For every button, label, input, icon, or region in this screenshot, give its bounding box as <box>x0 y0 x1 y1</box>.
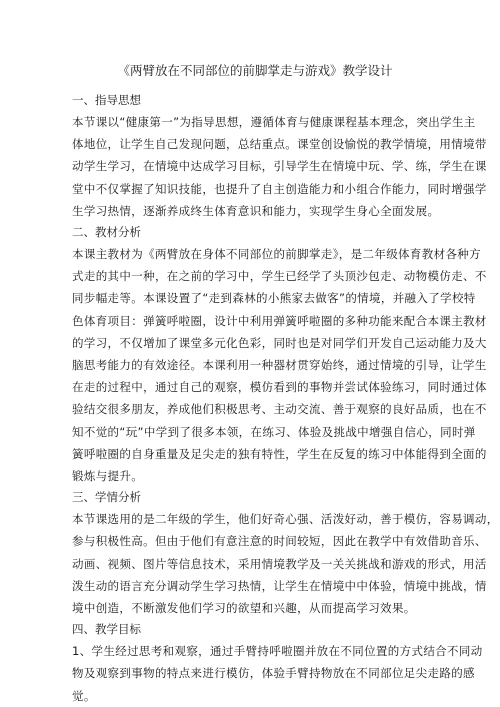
text-line: 式走的其中一种，在之前的学习中，学生已经学了头顶沙包走、动物模仿走、不 <box>72 269 487 284</box>
section-heading: 三、学情分析 <box>72 490 141 505</box>
section-learner-analysis <box>72 487 499 619</box>
section-paragraph <box>72 243 487 487</box>
text-line: 动画、视频、图片等信息技术，采用情境教学及一关关挑战和游戏的形式，用活 <box>72 556 487 571</box>
section-material-analysis <box>72 222 487 487</box>
text-line: 物及观察到事物的特点来进行模仿，体验手臂持物放在不同部位足尖走路的感 <box>72 666 475 681</box>
text-line: 生学习热情，逐渐养成终生体育意识和能力，实现学生身心全面发展。 <box>72 203 440 218</box>
text-line: 在走的过程中，通过自己的观察，模仿看到的事物并尝试体验练习，同时通过体 <box>72 380 487 395</box>
text-line: 本课主教材为《两臂放在身体不同部位的前脚掌走》，是二年级体育教材各种方 <box>72 247 481 262</box>
text-line: 的学习，不仅增加了课堂多元化色彩，同时也是对同学们开发自己运动能力及大 <box>72 335 487 350</box>
text-line: 色体育项目：弹簧呼啦圈，设计中利用弹簧呼啦圈的多种功能来配合本课主教材 <box>72 313 487 328</box>
document-body <box>72 90 499 707</box>
text-line: 动学生学习，在情境中达成学习目标，引导学生在情境中玩、学、练，学生在课 <box>72 159 487 174</box>
text-line: 参与积极性高。但由于他们有意注意的时间较短，因此在教学中有效借助音乐、 <box>72 534 487 549</box>
text-line: 脑思考能力的有效途径。本课利用一种器材贯穿始终，通过情境的引导，让学生 <box>72 358 487 373</box>
section-guiding-ideology <box>72 90 487 222</box>
section-heading: 四、教学目标 <box>72 622 141 637</box>
text-line: 本节课选用的是二年级的学生，他们好奇心强、活泼好动，善于模仿，容易调动， <box>72 512 499 527</box>
text-line: 本节课以“健康第一”为指导思想，遵循体育与健康课程基本理念，突出学生主 <box>72 115 476 129</box>
section-teaching-objectives <box>72 619 483 707</box>
text-line: 堂中不仅掌握了知识技能，也提升了自主创造能力和小组合作能力，同时增强学 <box>72 181 487 196</box>
text-line: 觉。 <box>72 688 96 703</box>
document-title: 《两臂放在不同部位的前脚掌走与游戏》教学设计 <box>117 63 393 78</box>
section-paragraph <box>72 508 499 619</box>
text-line: 簧呼啦圈的自身重量及足尖走的独有特性，学生在反复的练习中体能得到全面的 <box>72 446 487 461</box>
section-paragraph <box>72 640 483 707</box>
section-heading: 二、教材分析 <box>72 225 141 240</box>
text-line: 泼生动的语言充分调动学生学习热情，让学生在情境中中体验，情境中挑战，情 <box>72 578 487 593</box>
text-line: 境中创造，不断激发他们学习的欲望和兴趣，从而提高学习效果。 <box>72 601 416 616</box>
text-line: 验结交很多朋友，养成他们积极思考、主动交流、善于观察的良好品质，也在不 <box>72 402 487 417</box>
section-heading: 一、指导思想 <box>72 93 141 107</box>
text-line: 1、学生经过思考和观察，通过手臂持呼啦圈并放在不同位置的方式结合不同动 <box>72 644 483 659</box>
text-line: 知不觉的“玩”中学到了很多本领，在练习、体验及挑战中增强自信心，同时弹 <box>72 424 476 439</box>
text-line: 体地位，让学生自己发现问题，总结重点。课堂创设愉悦的教学情境，用情境带 <box>72 137 487 152</box>
section-paragraph <box>72 111 487 222</box>
text-line: 锻炼与提升。 <box>72 469 144 484</box>
text-line: 同步幅走等。本课设置了“走到森林的小熊家去做客”的情境，并融入了学校特 <box>72 291 476 306</box>
